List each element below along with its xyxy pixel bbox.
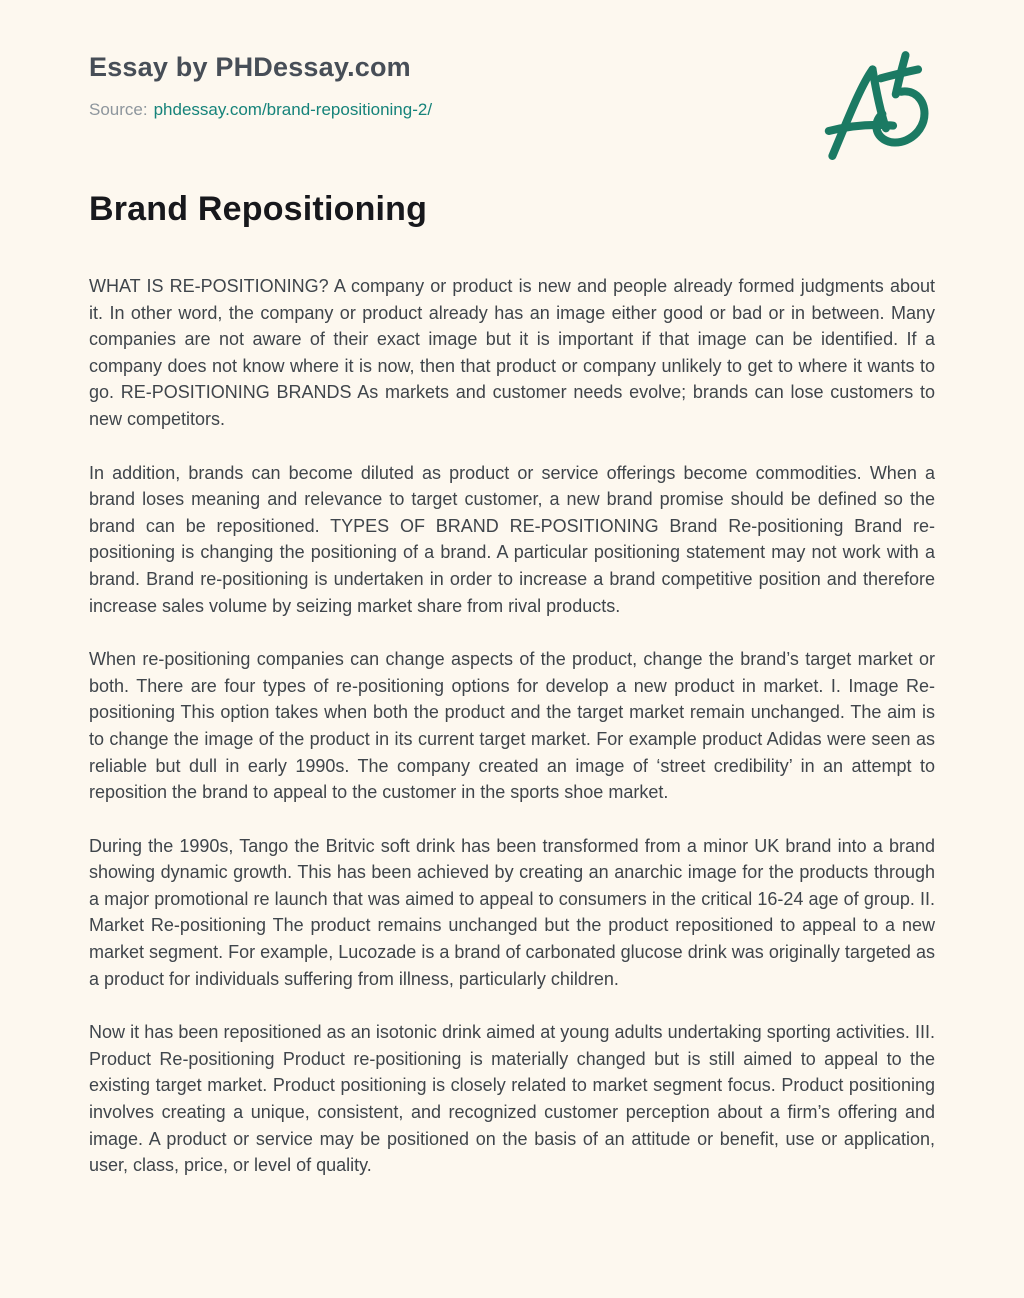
essay-paragraph: During the 1990s, Tango the Britvic soft drink has been transformed from a minor UK brand into a brand showing dynamic growth. This has been achieved by creating an anarchic image for the products through a major promotional re launch that was aimed to appeal to consumers in the critical 16-24 age of group. II. Market Re-positioning The product remains unchanged but the product repositioned to appeal to a new market segment. For example, Lucozade is a brand of carbonated glucose drink was originally targeted as a product for individuals suffering from illness, particularly children. [89, 835, 935, 989]
source-link[interactable]: phdessay.com/brand-repositioning-2/ [153, 100, 433, 119]
source-line [89, 100, 935, 120]
page-title: Brand Repositioning [89, 190, 428, 228]
a-plus-logo-icon [822, 48, 932, 164]
essay-paragraph: In addition, brands can become diluted as product or service offerings become commodities. When a brand loses meaning and relevance to target customer, a new brand promise should be defined so the brand can be repositioned. TYPES OF BRAND RE-POSITIONING Brand Re-positioning Brand re-positioning is changing the positioning of a brand. A particular positioning statement may not work with a brand. Brand re-positioning is undertaken in order to increase a brand competitive position and therefore increase sales volume by seizing market share from rival products. [89, 462, 935, 616]
essay-byline: Essay by PHDessay.com [89, 52, 411, 82]
essay-paragraph: When re-positioning companies can change aspects of the product, change the brand’s target market or both. There are four types of re-positioning options for develop a new product in market. I. Image Re-positioning This option takes when both the product and the target market remain unchanged. The aim is to change the image of the product in its current target market. For example product Adidas were seen as reliable but dull in early 1990s. The company created an image of ‘street credibility’ in an attempt to reposition the brand to appeal to the customer in the sports shoe market. [89, 649, 935, 803]
essay-paragraph: WHAT IS RE-POSITIONING? A company or product is new and people already formed judgments about it. In other word, the company or product already has an image either good or bad or in between. Many companies are not aware of their exact image but it is important if that image can be identified. If a company does not know where it is now, then that product or company unlikely to get to where it wants to go. RE-POSITIONING BRANDS As markets and customer needs evolve; brands can lose customers to new competitors. [89, 276, 935, 429]
essay-paragraph: Now it has been repositioned as an isotonic drink aimed at young adults undertaking sporting activities. III. Product Re-positioning Product re-positioning is materially changed but is still aimed to appeal to the existing target market. Product positioning is closely related to market segment focus. Product positioning involves creating a unique, consistent, and recognized customer perception about a firm’s offering and image. A product or service may be positioned on the basis of an attitude or benefit, use or application, user, class, price, or level of quality. [89, 1022, 935, 1176]
source-label: Source: [89, 100, 148, 119]
essay-content [89, 273, 935, 1179]
